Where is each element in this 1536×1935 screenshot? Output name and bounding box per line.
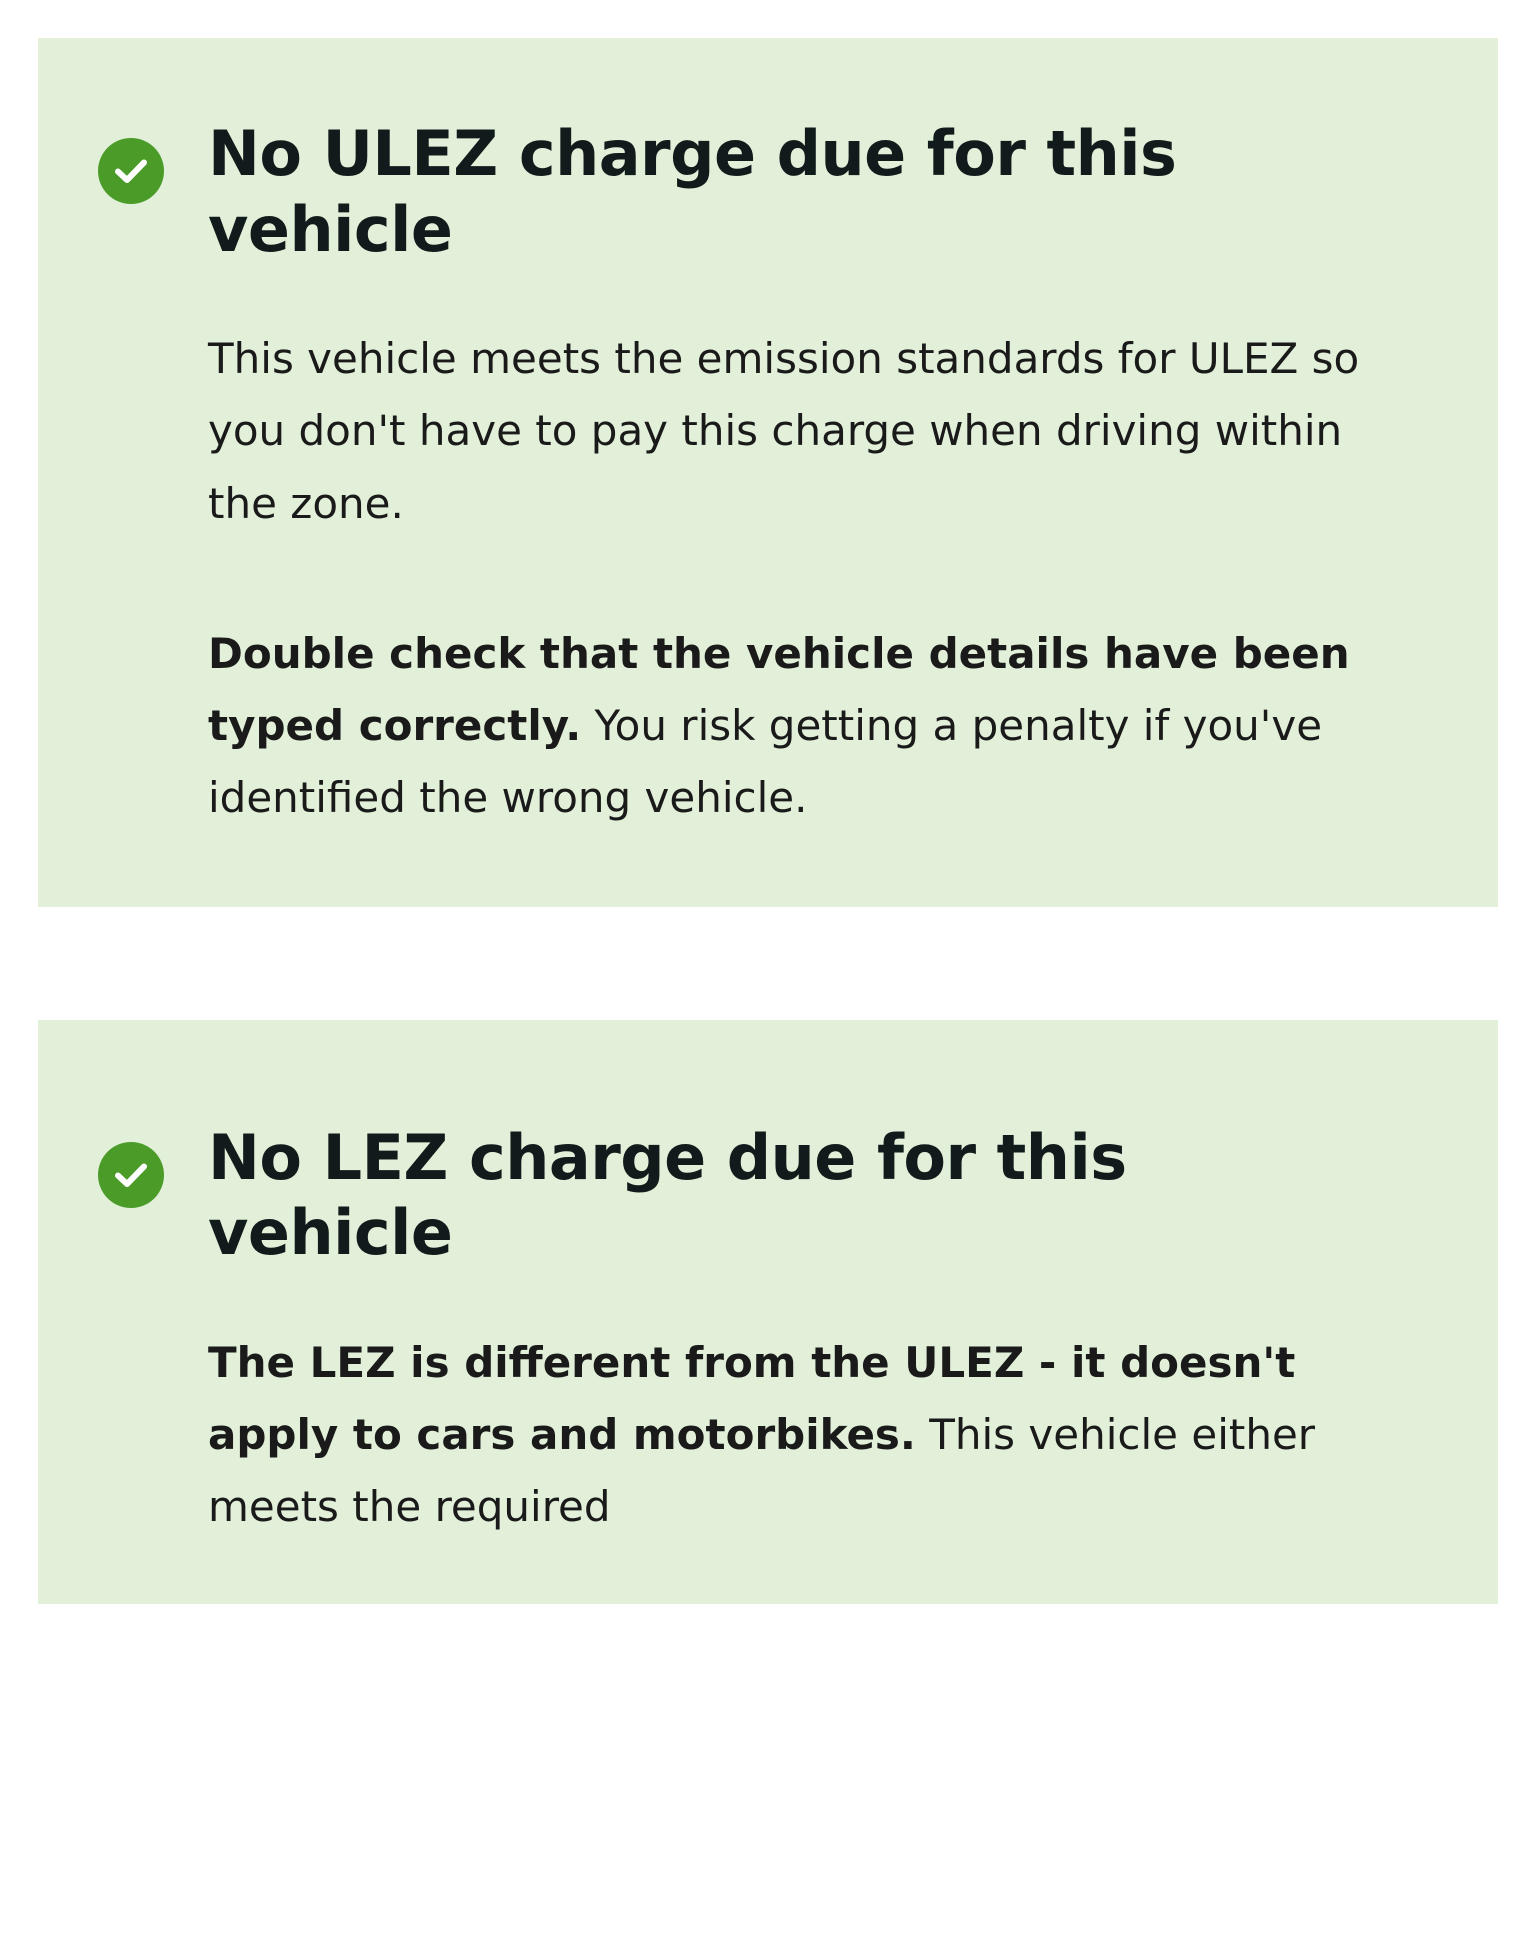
ulez-paragraph-2-bold: Double check that the vehicle details have been typed correctly. — [208, 628, 1350, 751]
ulez-paragraph-2 — [208, 618, 1368, 835]
ulez-card-inner — [98, 116, 1438, 835]
ulez-icon-wrap — [98, 116, 208, 204]
ulez-card-body — [208, 116, 1438, 835]
lez-result-card — [38, 1020, 1498, 1604]
lez-paragraph-1-bold: The LEZ is different from the ULEZ - it doesn't apply to cars and motorbikes. — [208, 1337, 1296, 1460]
ulez-result-card — [38, 38, 1498, 907]
ulez-paragraph-1 — [208, 323, 1368, 540]
check-circle-icon — [98, 1142, 164, 1208]
ulez-paragraph-1-text: This vehicle meets the emission standards for ULEZ so you don't have to pay this charge when driving within the zone. — [208, 334, 1360, 528]
lez-card-body — [208, 1120, 1438, 1544]
lez-card-title: No LEZ charge due for this vehicle — [208, 1120, 1127, 1270]
ulez-paragraph-2-text: You risk getting a penalty if you've identified the wrong vehicle. — [208, 701, 1323, 823]
lez-paragraph-1-text: This vehicle either meets the required — [208, 1410, 1316, 1532]
lez-paragraph-1 — [208, 1327, 1368, 1544]
lez-icon-wrap — [98, 1120, 208, 1208]
check-circle-icon — [98, 138, 164, 204]
ulez-card-title: No ULEZ charge due for this vehicle — [208, 117, 1177, 266]
lez-card-inner — [98, 1120, 1438, 1544]
